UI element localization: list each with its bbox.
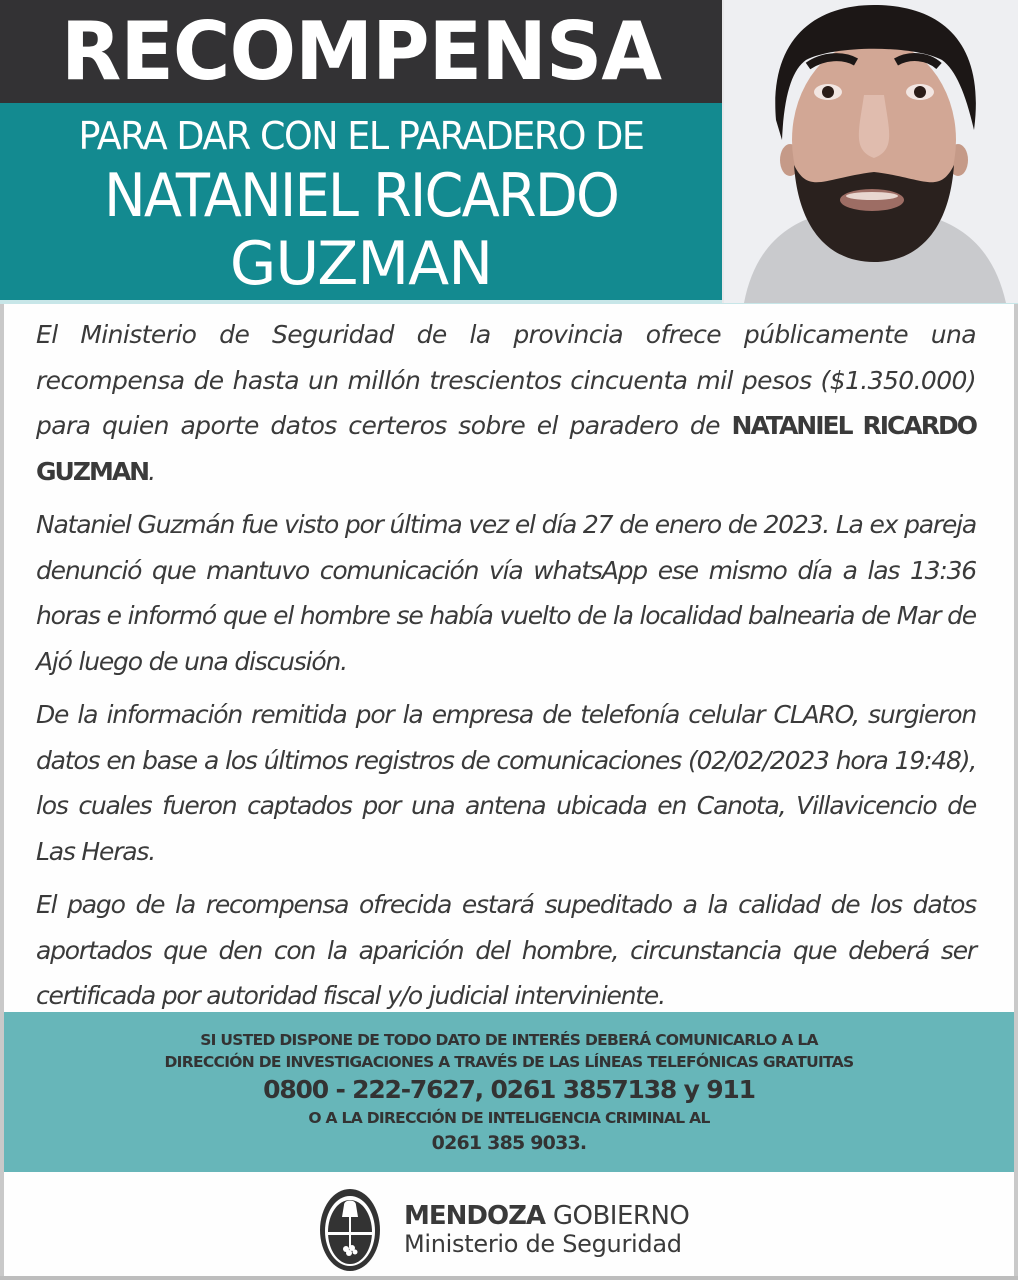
contact-alternative-line: O A LA DIRECCIÓN DE INTELIGENCIA CRIMINAL AL — [308, 1109, 710, 1127]
person-photo-icon — [724, 0, 1018, 303]
brand-text — [404, 1202, 689, 1258]
brand-name-bold: MENDOZA — [404, 1201, 546, 1231]
paragraph-end-punctuation: . — [148, 456, 156, 486]
provincial-crest-icon — [318, 1187, 382, 1273]
brand-name — [404, 1202, 689, 1230]
ministry-name: Ministerio de Seguridad — [404, 1230, 682, 1258]
contact-instruction-line2: DIRECCIÓN DE INVESTIGACIONES A TRAVÉS DE LAS LÍNEAS TELEFÓNICAS GRATUITAS — [164, 1053, 854, 1071]
contact-info-box — [4, 1012, 1014, 1172]
paragraph-payment-conditions: El pago de la recompensa ofrecida estará supeditado a la calidad de los datos aportados que den con la aparición del hombre, circunstancia que deberá ser certificada por autoridad fiscal y/o judicial interviniente. — [36, 890, 976, 1010]
criminal-intelligence-phone: 0261 385 9033. — [431, 1132, 587, 1154]
paragraph-phone-records: De la información remitida por la empresa de telefonía celular CLARO, surgieron datos en base a los últimos registros de comunicaciones (02/02/2023 hora 19:48), los cuales fueron captados por una antena ubicada en Canota, Villavicencio de Las Heras. — [36, 700, 976, 866]
contact-instruction-line1: SI USTED DISPONE DE TODO DATO DE INTERÉS DEBERÁ COMUNICARLO A LA — [200, 1031, 818, 1049]
paragraph-last-seen: Nataniel Guzmán fue visto por última vez el día 27 de enero de 2023. La ex pareja denunció que mantuvo comunicación vía whatsApp ese mismo día a las 13:36 horas e informó que el hombre se había vuelto de la localidad balnearia de Mar de Ajó luego de una discusión. — [36, 510, 976, 676]
hotline-phone-numbers: 0800 - 222-7627, 0261 3857138 y 911 — [263, 1075, 755, 1104]
poster-subtitle: PARA DAR CON EL PARADERO DE — [78, 114, 644, 158]
paragraph-reward-offer — [36, 312, 976, 494]
brand-name-regular: GOBIERNO — [545, 1201, 690, 1231]
missing-person-name-line2: GUZMAN — [229, 229, 493, 299]
poster-title: RECOMPENSA — [60, 5, 662, 98]
paragraph-reward-offer-text: El Ministerio de Seguridad de la provincia ofrece públicamente una recompensa de hasta un millón trescientos cincuenta mil pesos ($1.350.000) para quien aporte datos certeros sobre el paradero de — [36, 320, 976, 440]
reward-description — [36, 312, 976, 1027]
missing-person-photo — [722, 0, 1018, 303]
missing-person-name-bold: NATANIEL RICARDO GUZMAN — [36, 411, 976, 486]
government-logo — [318, 1186, 689, 1274]
missing-person-name-line1: NATANIEL RICARDO — [103, 161, 619, 231]
bottom-border — [0, 1276, 1018, 1280]
